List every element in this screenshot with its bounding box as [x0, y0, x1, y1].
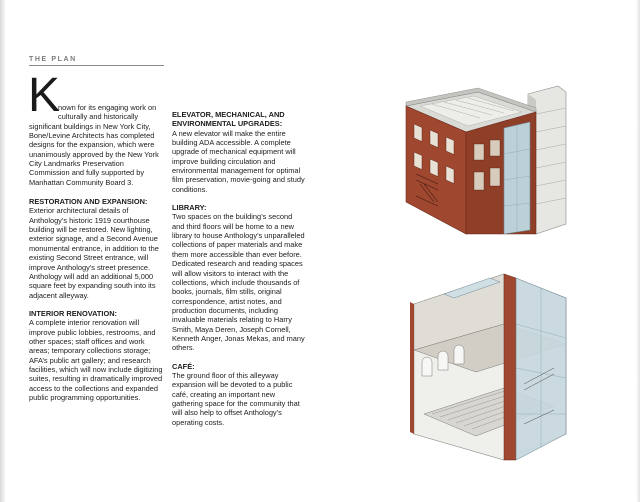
- library-body-2: Dedicated research and reading spaces will allow visitors to interact with the collections, which include thousands of books, journals, film stills, original correspondence, artist notes, and production documents, including invaluable materials relating to Harry Smith, Maya Deren, Joseph Cornell, Kenneth Anger, Jonas Mekas, and many others.: [172, 259, 305, 353]
- elevator-body: A new elevator will make the entire building ADA accessible. A complete upgrade of mechanical equipment will improve building circulation and environmental management for optimal film preservation, movie-going and study conditions.: [172, 128, 305, 194]
- library-body-1: Two spaces on the building’s second and third floors will be home to a new library to house Anthology’s unparalleled collections of paper materials and make them more accessible than ever before.: [172, 212, 305, 259]
- interior-body: A complete interior renovation will improve public lobbies, restrooms, and other spaces; staff offices and work areas; temporary collections storage; AFA’s public art gallery; and research facilities, which will now include digitizing suites, resulting in dramatically improved access to the collections and expanded public programming opportunities.: [29, 318, 163, 402]
- intro-rest: work on culturally and historically significant buildings in New York City, Bone/Levine Architects has completed designs for the expansion, which were unanimously approved by the New York City Landmarks Preservation Commission and fully supported by Manhattan Community Board 3.: [29, 103, 159, 187]
- section-rule: [29, 65, 164, 66]
- drop-cap: K: [28, 69, 59, 122]
- text-column-middle: [172, 110, 306, 427]
- intro-first-line: nown for its engaging: [58, 103, 129, 112]
- restoration-body: Exterior architectural details of Anthology’s historic 1919 courthouse building will be restored. New lighting, exterior signage, and a Second Avenue monumental entrance, in addition to the existing Second Street entrance, will improve Anthology’s street presence. Anthology will add an additional 5,000 square feet by expanding south into its adjacent alleyway.: [29, 206, 159, 300]
- building-section-rendering: [384, 264, 576, 462]
- spread-gutter-shadow: [0, 0, 6, 502]
- cafe-heading: CAFÉ:: [172, 361, 195, 371]
- elevator-heading: ELEVATOR, MECHANICAL, AND ENVIRONMENTAL UPGRADES:: [172, 110, 285, 129]
- text-column-left: [28, 69, 166, 402]
- cafe-body: The ground floor of this alleyway expansion will be devoted to a public café, creating an important new gathering space for the community that will also help to offset Anthology’s operating costs.: [172, 370, 300, 427]
- spread-edge-shadow: [636, 0, 640, 502]
- library-heading: LIBRARY:: [172, 203, 207, 213]
- building-exterior-rendering: [386, 84, 572, 244]
- restoration-heading: RESTORATION AND EXPANSION:: [29, 197, 148, 207]
- section-label: THE PLAN: [29, 56, 77, 63]
- interior-heading: INTERIOR RENOVATION:: [29, 308, 118, 318]
